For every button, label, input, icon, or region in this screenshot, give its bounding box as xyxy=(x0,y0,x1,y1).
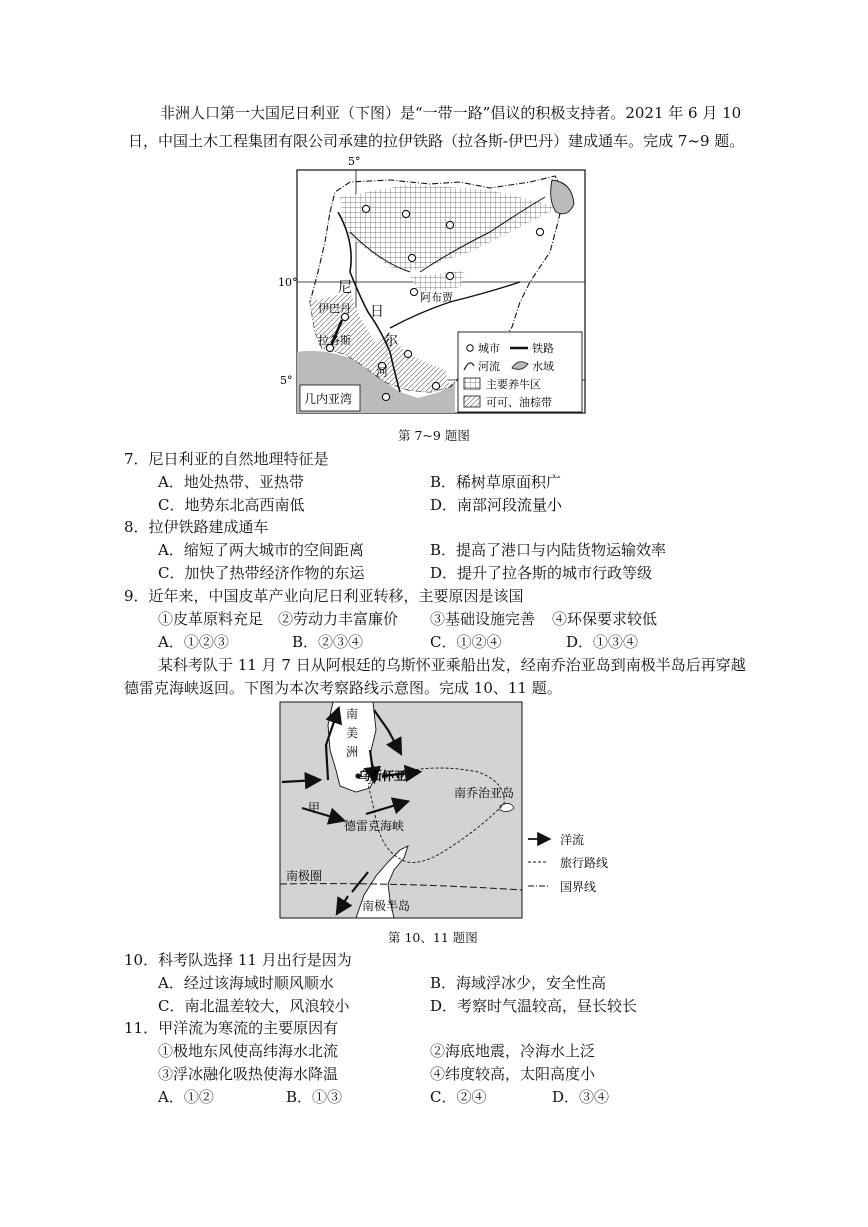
q9-item-2: ②劳动力丰富廉价 xyxy=(278,610,399,628)
q8-option-c[interactable]: C．加快了热带经济作物的东运 xyxy=(158,564,365,582)
q8-option-b[interactable]: B．提高了港口与内陆货物运输效率 xyxy=(430,541,667,559)
lon-label: 5° xyxy=(348,155,361,168)
q7-option-c[interactable]: C．地势东北高西南低 xyxy=(158,496,305,514)
q7-option-a[interactable]: A．地处热带、亚热带 xyxy=(158,473,304,491)
legend-cocoa: 可可、油棕带 xyxy=(486,396,552,409)
map1-caption: 第 7~9 题图 xyxy=(398,428,470,443)
q11-item-2: ②海底地震，冷海水上泛 xyxy=(430,1042,596,1060)
q11-item-4: ④纬度较高，太阳高度小 xyxy=(430,1065,596,1083)
sa-char-1: 南 xyxy=(346,707,359,721)
country-char-1: 尼 xyxy=(338,280,352,296)
gulf-label: 几内亚湾 xyxy=(304,392,353,406)
q11-option-a[interactable]: A．①② xyxy=(158,1088,214,1106)
q7-option-d[interactable]: D．南部河段流量小 xyxy=(430,496,563,514)
q8-stem: 8．拉伊铁路建成通车 xyxy=(124,518,269,536)
intro2-line2: 德雷克海峡返回。下图为本次考察路线示意图。完成 10、11 题。 xyxy=(124,679,562,697)
q11-option-c[interactable]: C．②④ xyxy=(430,1088,487,1106)
map1-legend xyxy=(458,332,582,412)
south-georgia-label: 南乔治亚岛 xyxy=(454,786,515,800)
country-char-2: 日 xyxy=(370,304,384,320)
antarctic-peninsula-label: 南极半岛 xyxy=(362,899,411,913)
q10-option-a[interactable]: A．经过该海域时顺风顺水 xyxy=(158,974,334,992)
nigeria-map xyxy=(278,152,590,420)
q11-item-3: ③浮冰融化吸热使海水降温 xyxy=(158,1065,339,1083)
jia-label: 甲 xyxy=(308,801,321,815)
antarctic-circle-label: 南极圈 xyxy=(286,869,323,883)
q11-stem: 11．甲洋流为寒流的主要原因有 xyxy=(124,1019,339,1037)
sa-char-2: 美 xyxy=(346,726,359,740)
q7-stem: 7．尼日利亚的自然地理特征是 xyxy=(124,450,329,468)
river-char-1: 尔 xyxy=(384,333,398,349)
q9-option-a[interactable]: A．①②③ xyxy=(158,633,229,651)
q10-option-d[interactable]: D．考察时气温较高，昼长较长 xyxy=(430,997,638,1015)
legend-route: 旅行路线 xyxy=(560,856,609,870)
sa-char-3: 洲 xyxy=(346,745,359,759)
q9-option-d[interactable]: D．①③④ xyxy=(566,633,639,651)
river-char-2: 河 xyxy=(376,365,389,379)
lagos-label: 拉各斯 xyxy=(318,334,351,347)
q11-option-b[interactable]: B．①③ xyxy=(286,1088,343,1106)
map2-legend xyxy=(528,832,608,894)
q9-option-b[interactable]: B．②③④ xyxy=(292,633,364,651)
legend-current: 洋流 xyxy=(560,833,585,847)
drake-label: 德雷克海峡 xyxy=(344,819,405,833)
q10-option-b[interactable]: B．海域浮冰少，安全性高 xyxy=(430,974,607,992)
lat-top-label: 10° xyxy=(278,276,298,289)
q9-item-1: ①皮革原料充足 xyxy=(158,610,264,628)
legend-river: 河流 xyxy=(478,360,500,373)
q9-item-3: ③基础设施完善 xyxy=(430,610,536,628)
legend-city: 城市 xyxy=(478,342,500,355)
q11-item-1: ①极地东风使高纬海水北流 xyxy=(158,1042,339,1060)
legend-rail: 铁路 xyxy=(532,342,554,355)
q10-stem: 10．科考队选择 11 月出行是因为 xyxy=(124,951,352,969)
lat-bottom-label: 5° xyxy=(280,374,293,387)
intro1-line1: 非洲人口第一大国尼日利亚（下图）是“一带一路”倡议的积极支持者。2021 年 6 月 10 xyxy=(160,104,742,122)
drake-map xyxy=(278,700,618,922)
ibadan-label: 伊巴丹 xyxy=(318,302,351,315)
intro1-line2: 日，中国土木工程集团有限公司承建的拉伊铁路（拉各斯-伊巴丹）建成通车。完成 7~9 题。 xyxy=(128,132,745,150)
map2-caption: 第 10、11 题图 xyxy=(388,930,478,945)
legend-cattle: 主要养牛区 xyxy=(486,378,541,391)
q9-option-c[interactable]: C．①②④ xyxy=(430,633,502,651)
q8-option-d[interactable]: D．提升了拉各斯的城市行政等级 xyxy=(430,564,653,582)
intro2-line1: 某科考队于 11 月 7 日从阿根廷的乌斯怀亚乘船出发，经南乔治亚岛到南极半岛后再穿越 xyxy=(158,656,746,674)
q8-option-a[interactable]: A．缩短了两大城市的空间距离 xyxy=(158,541,364,559)
q11-option-d[interactable]: D．③④ xyxy=(552,1088,610,1106)
legend-water: 水域 xyxy=(532,360,554,373)
q9-item-4: ④环保要求较低 xyxy=(552,610,658,628)
q10-option-c[interactable]: C．南北温差较大，风浪较小 xyxy=(158,997,350,1015)
legend-border: 国界线 xyxy=(560,880,597,894)
ushuaia-label: 乌斯怀亚 xyxy=(358,769,407,783)
abuja-label: 阿布贾 xyxy=(420,291,453,304)
q9-stem: 9．近年来，中国皮革产业向尼日利亚转移，主要原因是该国 xyxy=(124,587,524,605)
q7-option-b[interactable]: B．稀树草原面积广 xyxy=(430,473,562,491)
